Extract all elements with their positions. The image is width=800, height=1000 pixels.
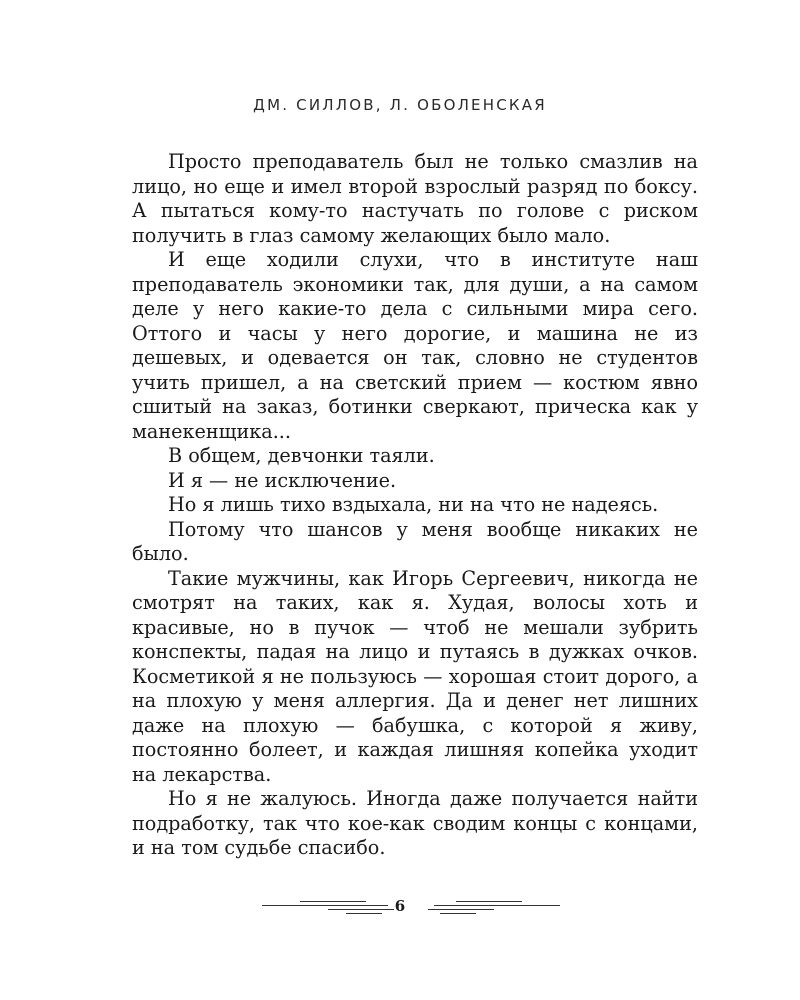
page-number: 6 — [394, 897, 406, 915]
paragraph: И еще ходили слухи, что в институте наш преподаватель экономики так, для души, а на самом деле у него какие-то дела с сильными мира сего. Оттого и часы у него дорогие, и машина не из дешевых, и одевается он так, словно не студентов учить пришел, а на светский прием — костюм явно сшитый на заказ, ботинки сверкают, прическа как у манекенщика... — [132, 248, 698, 443]
running-head: ДМ. СИЛЛОВ, Л. ОБОЛЕНСКАЯ — [253, 96, 547, 114]
body-text — [132, 150, 698, 861]
paragraph: Но я не жалуюсь. Иногда даже получается найти подработку, так что кое-как сводим концы с концами, и на том судьбе спасибо. — [132, 787, 698, 859]
paragraph: Просто преподаватель был не только смазлив на лицо, но еще и имел второй взрослый разряд по боксу. А пытаться кому-то настучать по голове с риском получить в глаз самому желающих было мало. — [132, 150, 698, 247]
right-ornament-icon — [428, 896, 560, 920]
paragraph: И я — не исключение. — [168, 468, 397, 492]
paragraph: Потому что шансов у меня вообще никаких не было. — [132, 517, 698, 565]
paragraph: Но я лишь тихо вздыхала, ни на что не надеясь. — [168, 493, 659, 516]
paragraph: В общем, девчонки таяли. — [168, 444, 435, 467]
paragraph: Такие мужчины, как Игорь Сергеевич, никогда не смотрят на таких, как я. Худая, волосы хоть и красивые, но в пучок — чтоб не мешали зубрить конспекты, падая на лицо и путаясь в дужках очков. Косметикой я не пользуюсь — хорошая стоит дорого, а на плохую у меня аллергия. Да и денег нет лишних даже на плохую — бабушка, с которой я живу, постоянно болеет, и каждая лишняя копейка уходит на лекарства. — [132, 566, 698, 786]
page-footer — [0, 896, 800, 920]
